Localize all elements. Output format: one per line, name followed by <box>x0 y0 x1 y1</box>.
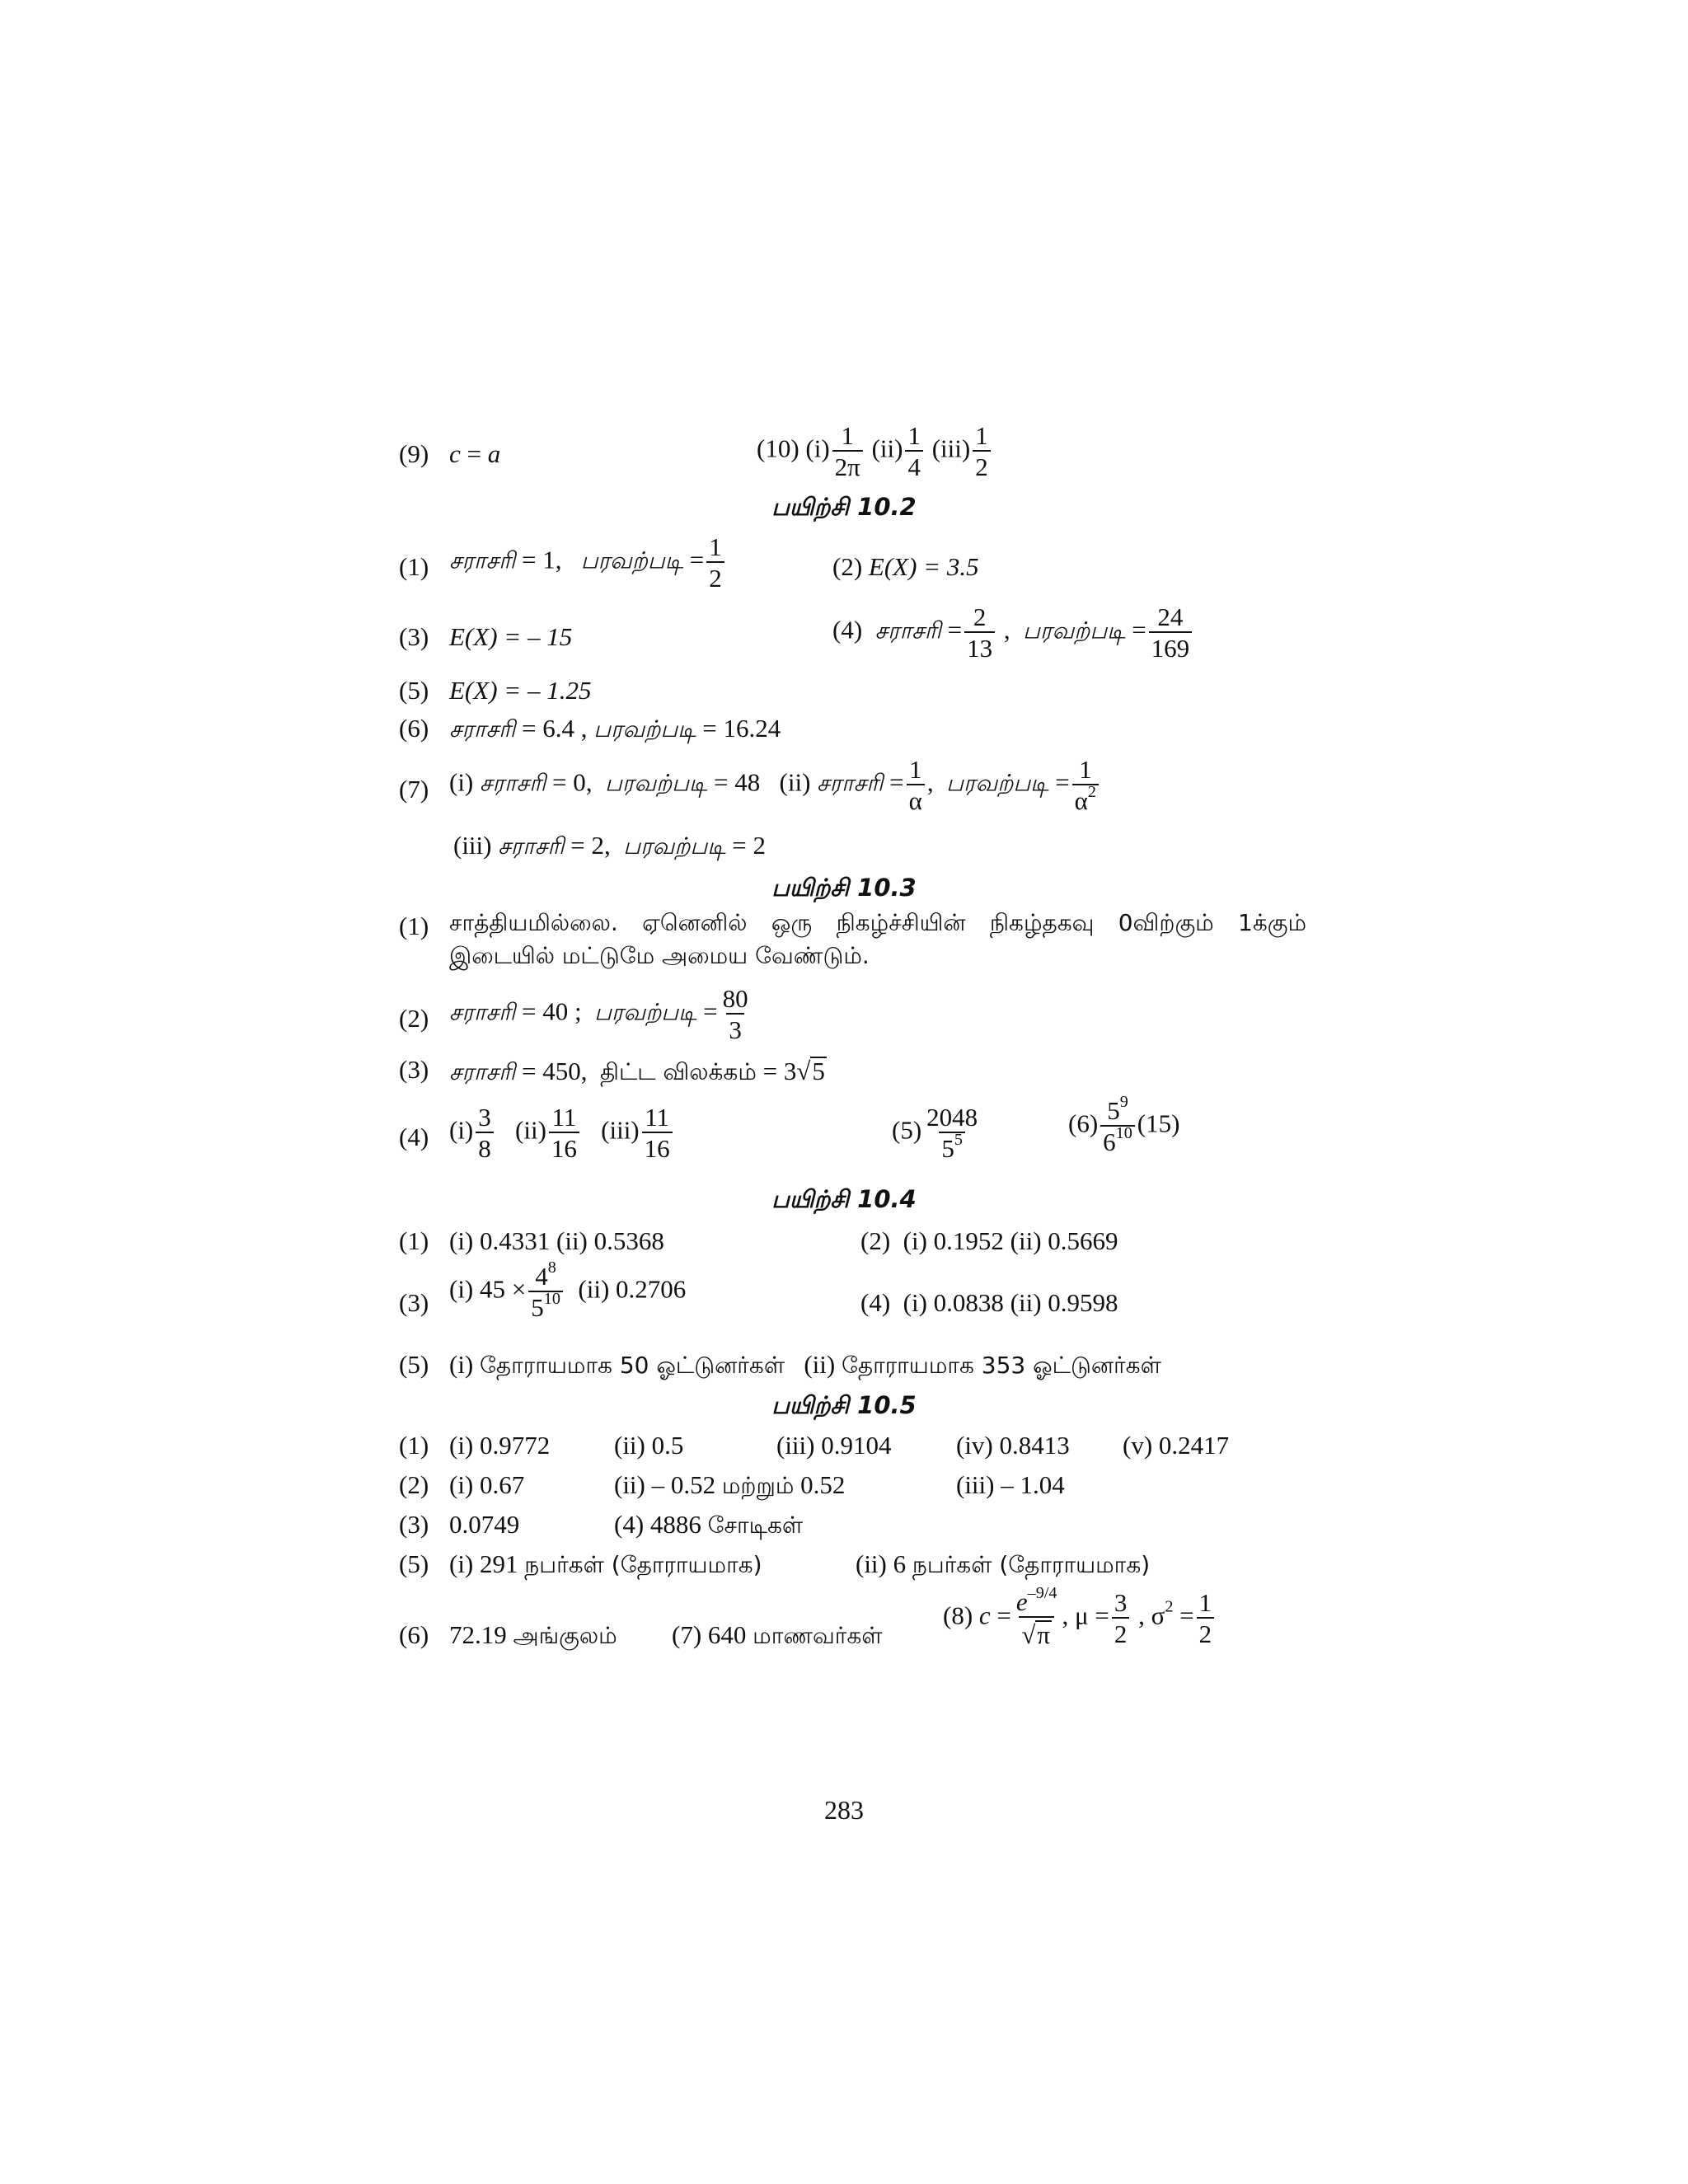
answer-10-2-7-iii: (iii) சராசரி = 2, பரவற்படி = 2 <box>453 831 767 860</box>
answer-10-4-1: (i) 0.4331 (ii) 0.5368 <box>449 1226 664 1255</box>
item-number: (7) <box>399 775 429 804</box>
answer-10-5-1-v: (v) 0.2417 <box>1123 1431 1230 1460</box>
answer-10-5-5-ii: (ii) 6 நபர்கள் (தோராயமாக) <box>856 1549 1151 1578</box>
answer-10-5-1-iii: (iii) 0.9104 <box>776 1431 892 1460</box>
answer-10-3-3: சராசரி = 450, திட்ட விலக்கம் = 3√5 <box>449 1057 825 1085</box>
item-number: (5) <box>399 676 429 705</box>
answer-10-5-2-ii: (ii) – 0.52 மற்றும் 0.52 <box>614 1470 846 1499</box>
answer-10-2-4: (4) சராசரி = $\frac{2}{13}$ , பரவற்படி = $\frac{24}{169}$ <box>832 604 1194 661</box>
square-root: √5 <box>796 1057 825 1085</box>
answer-10-3-4: (i) $\frac{3}{8}$ (ii) $\frac{11}{16}$ (iii) $\frac{11}{16}$ <box>449 1104 675 1161</box>
item-number: (1) <box>399 1226 429 1255</box>
answer-10-2-7: (i) சராசரி = 0, பரவற்படி = 48 (ii) சராசரி = $\frac{1}{\alpha}$ , பரவற்படி = $\frac{1}{\alpha^2}$ <box>449 757 1101 813</box>
item-number: (3) <box>399 1055 429 1084</box>
answer-10-5-7: (7) 640 மாணவர்கள் <box>672 1620 883 1649</box>
answer-10-5-1-iv: (iv) 0.8413 <box>956 1431 1070 1460</box>
item-number: (2) <box>399 1470 429 1499</box>
section-heading: பயிற்சி 10.4 <box>771 1185 917 1213</box>
square-root: √π <box>1021 1620 1051 1649</box>
item-number: (4) <box>399 1122 429 1151</box>
answer-10-4-2: (2) (i) 0.1952 (ii) 0.5669 <box>860 1226 1118 1255</box>
section-heading: பயிற்சி 10.3 <box>771 874 917 902</box>
item-number: (3) <box>399 1288 429 1317</box>
answer-10-3-5: (5) $\frac{2048}{5^5}$ <box>892 1103 978 1163</box>
item-number: (1) <box>399 552 429 581</box>
answer-9: c = a <box>449 439 501 468</box>
item-number: (3) <box>399 622 429 651</box>
fraction: $\frac{1}{2\pi}$ <box>832 423 863 480</box>
item-number: (3) <box>399 1510 429 1539</box>
answer-10-5-8: (8) c = $\frac{e^{-9/4}}{√\pi}$ , μ = $\frac{3}{2}$ , $\sigma^2$ = $\frac{1}{2}$ <box>943 1589 1217 1647</box>
answer-10-5-3: 0.0749 <box>449 1510 520 1539</box>
section-heading: பயிற்சி 10.2 <box>771 493 917 521</box>
item-number: (9) <box>399 439 429 468</box>
answer-10-3-1: சாத்தியமில்லை. ஏனெனில் ஒரு நிகழ்ச்சியின் நிகழ்தகவு 0விற்கும் 1க்கும் இடையில் மட்டுமே அமைய வேண்டும். <box>449 909 1306 969</box>
section-heading: பயிற்சி 10.5 <box>771 1391 917 1419</box>
answer-10-2-3: E(X) = – 15 <box>449 622 573 651</box>
answer-10-4-5: (i) தோராயமாக 50 ஓட்டுனர்கள் (ii) தோராயமாக 353 ஓட்டுனர்கள் <box>449 1350 1161 1379</box>
fraction: $\frac{1}{2}$ <box>973 423 991 480</box>
item-number: (5) <box>399 1549 429 1578</box>
answer-10: (10) (i) $\frac{1}{2\pi}$ (ii) $\frac{1}{4}$ (iii) $\frac{1}{2}$ <box>757 423 993 480</box>
answer-10-5-2-iii: (iii) – 1.04 <box>956 1470 1065 1499</box>
item-number: (2) <box>399 1004 429 1033</box>
fraction: $\frac{1}{4}$ <box>905 423 923 480</box>
answer-10-5-5-i: (i) 291 நபர்கள் (தோராயமாக) <box>449 1549 762 1578</box>
answer-10-2-2: (2) E(X) = 3.5 <box>832 552 979 581</box>
item-number: (1) <box>399 912 429 940</box>
answer-10-4-4: (4) (i) 0.0838 (ii) 0.9598 <box>860 1288 1118 1317</box>
item-number: (6) <box>399 714 429 743</box>
answer-10-5-4: (4) 4886 சோடிகள் <box>614 1510 804 1539</box>
item-number: (6) <box>399 1620 429 1649</box>
answer-10-2-5: E(X) = – 1.25 <box>449 676 592 705</box>
answer-10-5-6: 72.19 அங்குலம் <box>449 1620 617 1649</box>
answer-10-5-1-i: (i) 0.9772 <box>449 1431 551 1460</box>
answer-10-5-1-ii: (ii) 0.5 <box>614 1431 684 1460</box>
answer-10-3-2: சராசரி = 40 ; பரவற்படி = $\frac{80}{3}$ <box>449 984 748 1044</box>
item-number: (5) <box>399 1350 429 1379</box>
item-number: (1) <box>399 1431 429 1460</box>
page-number: 283 <box>824 1795 864 1825</box>
answer-10-4-3: (i) 45 × $\frac{4^8}{5^{10}}$ (ii) 0.2706 <box>449 1258 687 1322</box>
answer-10-2-6: சராசரி = 6.4 , பரவற்படி = 16.24 <box>449 714 781 743</box>
answer-10-2-1: சராசரி = 1, பரவற்படி = $\frac{1}{2}$ <box>449 534 727 591</box>
answer-10-3-6: (6) $\frac{5^9}{6^{10}}$ (15) <box>1068 1092 1180 1156</box>
answer-10-5-2-i: (i) 0.67 <box>449 1470 525 1499</box>
